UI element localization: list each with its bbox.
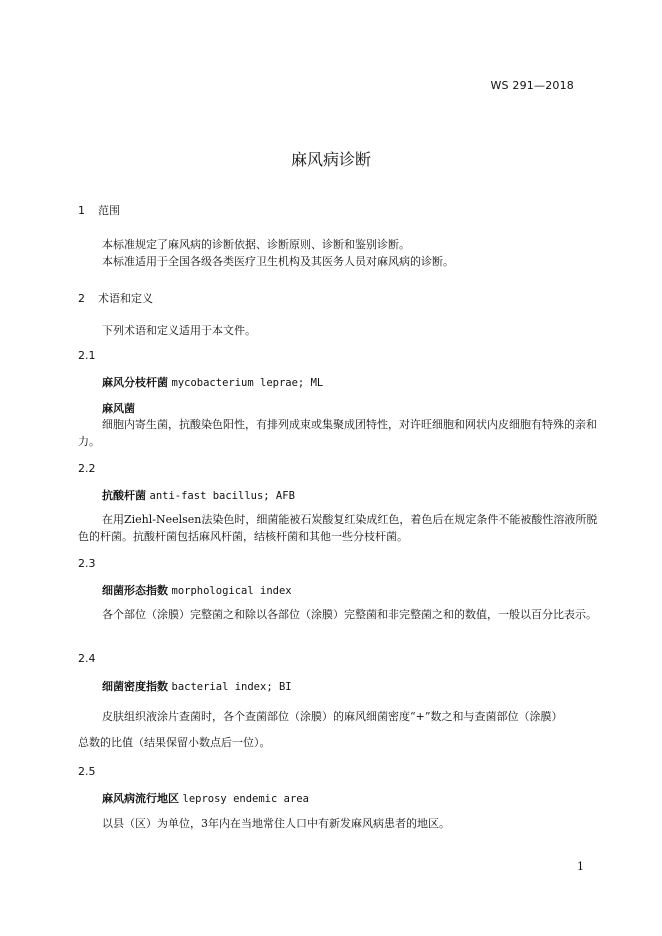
term-entry [102,678,292,694]
section-number: 2 [78,292,85,305]
section-title: 术语和定义 [98,292,153,305]
document-title: 麻风病诊断 [290,150,371,169]
term-en: leprosy endemic area [182,793,309,805]
clause-number: 2.2 [78,462,96,475]
term-en: morphological index [171,585,292,597]
page-number: 1 [577,860,584,873]
synonym-text: 麻风菌 [102,402,135,415]
clause-number: 2.4 [78,652,96,665]
term-definition: 在用Ziehl-Neelsen法染色时，细菌能被石炭酸复红染成红色，着色后在规定条件不能被酸性溶液所脱色的杆菌。抗酸杆菌包括麻风杆菌，结核杆菌和其他一些分枝杆菌。 [78,513,598,543]
term-zh: 细菌密度指数 [102,680,168,693]
term-en: bacterial index; BI [171,681,292,693]
clause-number: 2.5 [78,765,96,778]
section-heading-scope [78,202,120,218]
term-zh: 麻风分枝杆菌 [102,376,168,389]
term-synonym [102,400,135,416]
term-entry [102,790,309,806]
term-definition: 以县（区）为单位，3年内在当地常住人口中有新发麻风病患者的地区。 [102,817,450,830]
term-definition-line-2: 总数的比值（结果保留小数点后一位）。 [78,736,271,749]
section-heading-terms [78,290,153,306]
terms-intro: 下列术语和定义适用于本文件。 [102,324,256,337]
scope-paragraph-2: 本标准适用于全国各级各类医疗卫生机构及其医务人员对麻风病的诊断。 [102,255,454,268]
term-en: anti-fast bacillus; AFB [149,490,295,502]
section-title: 范围 [98,204,120,217]
clause-number: 2.1 [78,349,96,362]
term-zh: 麻风病流行地区 [102,792,179,805]
term-en: mycobacterium leprae; ML [171,377,324,389]
standard-code: WS 291—2018 [490,79,574,92]
term-zh: 抗酸杆菌 [102,489,146,502]
term-definition: 细胞内寄生菌，抗酸染色阳性，有排列成束或集聚成团特性，对许旺细胞和网状内皮细胞有特殊的亲和力。 [78,418,597,448]
term-zh: 细菌形态指数 [102,584,168,597]
term-entry [102,582,292,598]
term-definition-line-1: 皮肤组织液涂片查菌时，各个查菌部位（涂膜）的麻风细菌密度“+”数之和与查菌部位（涂膜） [102,710,563,723]
section-number: 1 [78,204,85,217]
term-definition: 各个部位（涂膜）完整菌之和除以各部位（涂膜）完整菌和非完整菌之和的数值，一般以百分比表示。 [102,608,597,621]
clause-number: 2.3 [78,557,96,570]
scope-paragraph-1: 本标准规定了麻风病的诊断依据、诊断原则、诊断和鉴别诊断。 [102,238,410,251]
term-entry [102,374,323,390]
term-entry [102,487,295,503]
